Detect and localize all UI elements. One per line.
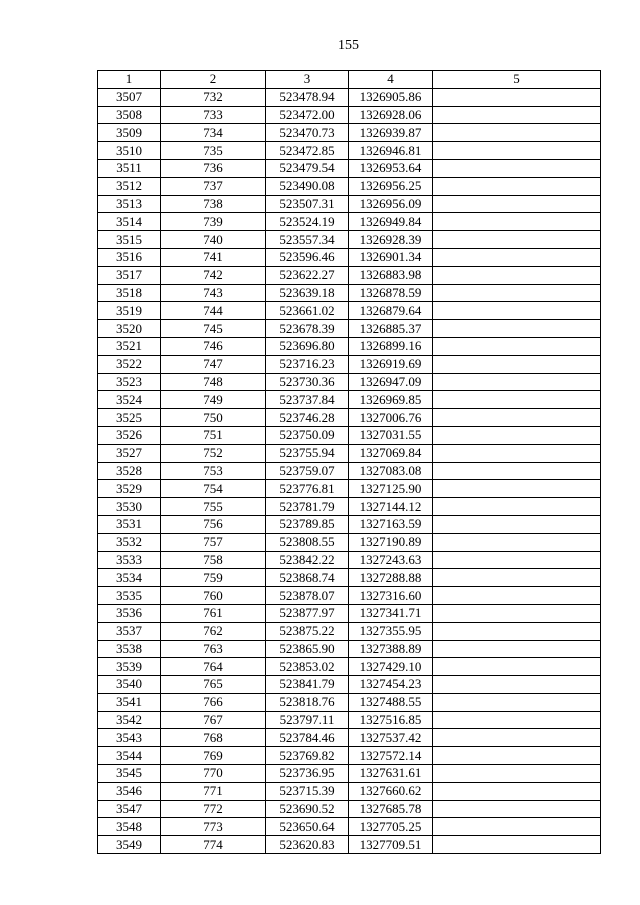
cell-coord-y: 1327069.84 [349, 444, 433, 462]
cell-coord-x: 523769.82 [266, 747, 349, 765]
cell-coord-x: 523478.94 [266, 88, 349, 106]
cell-note [433, 640, 601, 658]
cell-coord-x: 523781.79 [266, 498, 349, 516]
cell-vertex-number: 742 [161, 266, 266, 284]
cell-vertex-number: 761 [161, 604, 266, 622]
cell-vertex-number: 739 [161, 213, 266, 231]
cell-coord-x: 523470.73 [266, 124, 349, 142]
cell-coord-y: 1327709.51 [349, 836, 433, 854]
cell-point-id: 3512 [98, 177, 161, 195]
cell-note [433, 711, 601, 729]
table-row [98, 729, 601, 747]
cell-vertex-number: 772 [161, 800, 266, 818]
table-row [98, 587, 601, 605]
table-header-row [98, 71, 601, 89]
cell-point-id: 3534 [98, 569, 161, 587]
cell-point-id: 3518 [98, 284, 161, 302]
cell-point-id: 3509 [98, 124, 161, 142]
cell-note [433, 533, 601, 551]
cell-point-id: 3530 [98, 498, 161, 516]
table-row [98, 177, 601, 195]
cell-note [433, 213, 601, 231]
cell-coord-x: 523524.19 [266, 213, 349, 231]
table-row [98, 320, 601, 338]
table-row [98, 551, 601, 569]
cell-coord-y: 1327144.12 [349, 498, 433, 516]
cell-point-id: 3527 [98, 444, 161, 462]
cell-note [433, 782, 601, 800]
cell-coord-x: 523507.31 [266, 195, 349, 213]
cell-note [433, 800, 601, 818]
table-row [98, 747, 601, 765]
table-row [98, 106, 601, 124]
cell-coord-y: 1326879.64 [349, 302, 433, 320]
table-row [98, 284, 601, 302]
cell-vertex-number: 746 [161, 337, 266, 355]
cell-coord-y: 1327243.63 [349, 551, 433, 569]
cell-note [433, 231, 601, 249]
table-row [98, 818, 601, 836]
cell-note [433, 498, 601, 516]
table-row [98, 640, 601, 658]
cell-coord-y: 1326956.25 [349, 177, 433, 195]
cell-coord-y: 1326946.81 [349, 142, 433, 160]
cell-coord-x: 523661.02 [266, 302, 349, 320]
cell-point-id: 3548 [98, 818, 161, 836]
table-row [98, 765, 601, 783]
cell-coord-x: 523490.08 [266, 177, 349, 195]
cell-vertex-number: 745 [161, 320, 266, 338]
cell-coord-x: 523875.22 [266, 622, 349, 640]
cell-vertex-number: 773 [161, 818, 266, 836]
cell-coord-x: 523878.07 [266, 587, 349, 605]
cell-point-id: 3520 [98, 320, 161, 338]
cell-coord-y: 1327341.71 [349, 604, 433, 622]
table-row [98, 373, 601, 391]
cell-coord-y: 1327705.25 [349, 818, 433, 836]
cell-coord-y: 1327572.14 [349, 747, 433, 765]
table-row [98, 800, 601, 818]
table-row [98, 159, 601, 177]
cell-coord-y: 1327516.85 [349, 711, 433, 729]
table-row [98, 569, 601, 587]
cell-note [433, 587, 601, 605]
table-body [98, 88, 601, 853]
cell-point-id: 3532 [98, 533, 161, 551]
cell-coord-y: 1326901.34 [349, 248, 433, 266]
cell-vertex-number: 760 [161, 587, 266, 605]
cell-vertex-number: 748 [161, 373, 266, 391]
cell-coord-x: 523818.76 [266, 693, 349, 711]
table-row [98, 604, 601, 622]
cell-vertex-number: 766 [161, 693, 266, 711]
cell-note [433, 765, 601, 783]
table-row [98, 444, 601, 462]
cell-coord-x: 523865.90 [266, 640, 349, 658]
cell-coord-x: 523853.02 [266, 658, 349, 676]
cell-note [433, 409, 601, 427]
cell-coord-x: 523784.46 [266, 729, 349, 747]
table-row [98, 391, 601, 409]
table-row [98, 515, 601, 533]
table-row [98, 676, 601, 694]
column-header-1: 1 [98, 71, 161, 89]
table-row [98, 248, 601, 266]
cell-coord-y: 1326928.06 [349, 106, 433, 124]
cell-vertex-number: 767 [161, 711, 266, 729]
cell-vertex-number: 735 [161, 142, 266, 160]
cell-coord-x: 523877.97 [266, 604, 349, 622]
cell-vertex-number: 744 [161, 302, 266, 320]
cell-coord-x: 523696.80 [266, 337, 349, 355]
cell-note [433, 373, 601, 391]
cell-coord-y: 1326947.09 [349, 373, 433, 391]
cell-coord-x: 523650.64 [266, 818, 349, 836]
cell-coord-y: 1326928.39 [349, 231, 433, 249]
cell-point-id: 3516 [98, 248, 161, 266]
cell-point-id: 3544 [98, 747, 161, 765]
cell-vertex-number: 752 [161, 444, 266, 462]
cell-coord-x: 523736.95 [266, 765, 349, 783]
cell-point-id: 3514 [98, 213, 161, 231]
cell-vertex-number: 738 [161, 195, 266, 213]
cell-note [433, 604, 601, 622]
cell-point-id: 3521 [98, 337, 161, 355]
cell-point-id: 3535 [98, 587, 161, 605]
column-header-5: 5 [433, 71, 601, 89]
cell-point-id: 3531 [98, 515, 161, 533]
table-row [98, 622, 601, 640]
cell-point-id: 3538 [98, 640, 161, 658]
table-row [98, 231, 601, 249]
cell-coord-y: 1326969.85 [349, 391, 433, 409]
cell-coord-x: 523472.85 [266, 142, 349, 160]
cell-point-id: 3543 [98, 729, 161, 747]
cell-coord-x: 523730.36 [266, 373, 349, 391]
cell-point-id: 3546 [98, 782, 161, 800]
cell-note [433, 747, 601, 765]
table-row [98, 711, 601, 729]
cell-coord-x: 523737.84 [266, 391, 349, 409]
cell-point-id: 3542 [98, 711, 161, 729]
cell-coord-x: 523557.34 [266, 231, 349, 249]
cell-coord-y: 1327488.55 [349, 693, 433, 711]
cell-coord-x: 523620.83 [266, 836, 349, 854]
cell-coord-y: 1327537.42 [349, 729, 433, 747]
cell-vertex-number: 755 [161, 498, 266, 516]
cell-point-id: 3519 [98, 302, 161, 320]
cell-point-id: 3522 [98, 355, 161, 373]
cell-vertex-number: 750 [161, 409, 266, 427]
cell-note [433, 480, 601, 498]
cell-coord-y: 1327660.62 [349, 782, 433, 800]
cell-point-id: 3510 [98, 142, 161, 160]
cell-note [433, 836, 601, 854]
cell-coord-y: 1327288.88 [349, 569, 433, 587]
cell-coord-y: 1327388.89 [349, 640, 433, 658]
cell-coord-y: 1326883.98 [349, 266, 433, 284]
cell-point-id: 3515 [98, 231, 161, 249]
cell-coord-x: 523759.07 [266, 462, 349, 480]
table-row [98, 693, 601, 711]
cell-point-id: 3526 [98, 426, 161, 444]
cell-vertex-number: 743 [161, 284, 266, 302]
table-row [98, 355, 601, 373]
column-header-2: 2 [161, 71, 266, 89]
cell-point-id: 3517 [98, 266, 161, 284]
cell-vertex-number: 751 [161, 426, 266, 444]
cell-note [433, 693, 601, 711]
cell-coord-x: 523776.81 [266, 480, 349, 498]
cell-vertex-number: 770 [161, 765, 266, 783]
cell-coord-y: 1326919.69 [349, 355, 433, 373]
cell-note [433, 551, 601, 569]
page-number: 155 [338, 38, 359, 53]
cell-point-id: 3549 [98, 836, 161, 854]
cell-vertex-number: 769 [161, 747, 266, 765]
cell-note [433, 355, 601, 373]
table-row [98, 337, 601, 355]
table-row [98, 426, 601, 444]
cell-coord-y: 1326939.87 [349, 124, 433, 142]
cell-coord-x: 523750.09 [266, 426, 349, 444]
table-row [98, 462, 601, 480]
cell-vertex-number: 765 [161, 676, 266, 694]
cell-note [433, 462, 601, 480]
cell-coord-y: 1326953.64 [349, 159, 433, 177]
cell-vertex-number: 771 [161, 782, 266, 800]
cell-vertex-number: 737 [161, 177, 266, 195]
cell-coord-y: 1327685.78 [349, 800, 433, 818]
cell-note [433, 337, 601, 355]
cell-note [433, 729, 601, 747]
cell-note [433, 622, 601, 640]
cell-coord-x: 523715.39 [266, 782, 349, 800]
cell-coord-y: 1327631.61 [349, 765, 433, 783]
cell-point-id: 3523 [98, 373, 161, 391]
cell-note [433, 142, 601, 160]
cell-note [433, 515, 601, 533]
column-header-4: 4 [349, 71, 433, 89]
cell-note [433, 444, 601, 462]
cell-coord-x: 523868.74 [266, 569, 349, 587]
cell-vertex-number: 758 [161, 551, 266, 569]
cell-vertex-number: 734 [161, 124, 266, 142]
cell-vertex-number: 732 [161, 88, 266, 106]
cell-point-id: 3545 [98, 765, 161, 783]
cell-vertex-number: 741 [161, 248, 266, 266]
cell-vertex-number: 753 [161, 462, 266, 480]
cell-point-id: 3547 [98, 800, 161, 818]
cell-coord-x: 523789.85 [266, 515, 349, 533]
table-row [98, 480, 601, 498]
table-row [98, 658, 601, 676]
cell-coord-x: 523716.23 [266, 355, 349, 373]
cell-point-id: 3541 [98, 693, 161, 711]
cell-note [433, 124, 601, 142]
cell-point-id: 3536 [98, 604, 161, 622]
table-row [98, 88, 601, 106]
cell-coord-y: 1326885.37 [349, 320, 433, 338]
table-row [98, 142, 601, 160]
cell-coord-x: 523808.55 [266, 533, 349, 551]
cell-point-id: 3540 [98, 676, 161, 694]
cell-vertex-number: 768 [161, 729, 266, 747]
cell-coord-y: 1327006.76 [349, 409, 433, 427]
cell-coord-x: 523479.54 [266, 159, 349, 177]
cell-coord-y: 1326899.16 [349, 337, 433, 355]
cell-coord-x: 523755.94 [266, 444, 349, 462]
cell-coord-x: 523622.27 [266, 266, 349, 284]
cell-note [433, 391, 601, 409]
cell-coord-x: 523639.18 [266, 284, 349, 302]
cell-vertex-number: 733 [161, 106, 266, 124]
cell-vertex-number: 747 [161, 355, 266, 373]
cell-vertex-number: 763 [161, 640, 266, 658]
cell-coord-x: 523746.28 [266, 409, 349, 427]
column-header-3: 3 [266, 71, 349, 89]
cell-point-id: 3539 [98, 658, 161, 676]
cell-coord-y: 1327125.90 [349, 480, 433, 498]
cell-note [433, 177, 601, 195]
cell-coord-y: 1327454.23 [349, 676, 433, 694]
cell-vertex-number: 774 [161, 836, 266, 854]
table-row [98, 409, 601, 427]
cell-note [433, 426, 601, 444]
cell-point-id: 3529 [98, 480, 161, 498]
cell-point-id: 3533 [98, 551, 161, 569]
cell-vertex-number: 764 [161, 658, 266, 676]
cell-vertex-number: 736 [161, 159, 266, 177]
cell-note [433, 284, 601, 302]
cell-point-id: 3507 [98, 88, 161, 106]
cell-note [433, 320, 601, 338]
table-row [98, 266, 601, 284]
cell-note [433, 569, 601, 587]
cell-point-id: 3528 [98, 462, 161, 480]
cell-coord-x: 523472.00 [266, 106, 349, 124]
cell-point-id: 3525 [98, 409, 161, 427]
cell-coord-y: 1327355.95 [349, 622, 433, 640]
cell-coord-y: 1327316.60 [349, 587, 433, 605]
cell-coord-x: 523841.79 [266, 676, 349, 694]
cell-coord-y: 1326956.09 [349, 195, 433, 213]
cell-point-id: 3537 [98, 622, 161, 640]
table-row [98, 836, 601, 854]
cell-note [433, 88, 601, 106]
cell-note [433, 266, 601, 284]
cell-vertex-number: 756 [161, 515, 266, 533]
cell-vertex-number: 759 [161, 569, 266, 587]
cell-point-id: 3508 [98, 106, 161, 124]
cell-coord-x: 523797.11 [266, 711, 349, 729]
cell-point-id: 3524 [98, 391, 161, 409]
table-row [98, 533, 601, 551]
cell-vertex-number: 749 [161, 391, 266, 409]
table-row [98, 782, 601, 800]
cell-coord-y: 1327031.55 [349, 426, 433, 444]
cell-point-id: 3511 [98, 159, 161, 177]
cell-coord-y: 1327163.59 [349, 515, 433, 533]
cell-coord-y: 1327083.08 [349, 462, 433, 480]
cell-note [433, 195, 601, 213]
cell-note [433, 302, 601, 320]
cell-coord-x: 523690.52 [266, 800, 349, 818]
table-row [98, 124, 601, 142]
cell-note [433, 106, 601, 124]
cell-vertex-number: 754 [161, 480, 266, 498]
cell-vertex-number: 740 [161, 231, 266, 249]
cell-point-id: 3513 [98, 195, 161, 213]
cell-note [433, 159, 601, 177]
cell-coord-y: 1326949.84 [349, 213, 433, 231]
cell-note [433, 248, 601, 266]
cell-coord-y: 1327429.10 [349, 658, 433, 676]
cell-note [433, 818, 601, 836]
cell-coord-y: 1326905.86 [349, 88, 433, 106]
cell-note [433, 676, 601, 694]
table-row [98, 195, 601, 213]
table-row [98, 302, 601, 320]
cell-note [433, 658, 601, 676]
table-row [98, 498, 601, 516]
cell-coord-x: 523842.22 [266, 551, 349, 569]
table-row [98, 213, 601, 231]
cell-vertex-number: 757 [161, 533, 266, 551]
cell-vertex-number: 762 [161, 622, 266, 640]
cell-coord-y: 1327190.89 [349, 533, 433, 551]
coordinates-table [97, 70, 601, 854]
cell-coord-y: 1326878.59 [349, 284, 433, 302]
cell-coord-x: 523678.39 [266, 320, 349, 338]
cell-coord-x: 523596.46 [266, 248, 349, 266]
